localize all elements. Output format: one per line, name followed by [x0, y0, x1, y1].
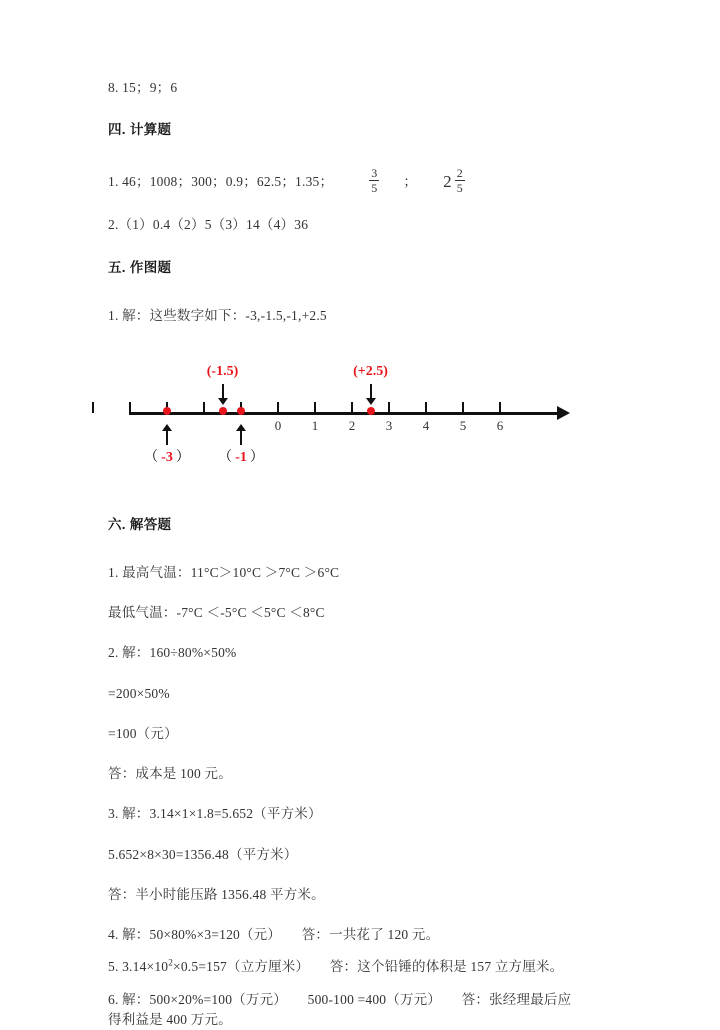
number-line-annotation-value: -1 [235, 449, 247, 465]
section-six-item-5-exponent: 2 [168, 957, 174, 968]
number-line-point [163, 407, 171, 415]
paren-close: ） [175, 449, 190, 465]
number-line-tick-label: 1 [311, 417, 319, 433]
section-six-item-1-line-2: 最低气温：-7°C ＜-5°C ＜5°C ＜8°C [108, 605, 325, 620]
fraction-separator: ； [403, 173, 418, 189]
number-line-tick [425, 402, 427, 413]
answer-line-8: 8. 15；9；6 [108, 80, 178, 95]
section-six-item-4: 4. 解：50×80%×3=120（元） 答：一共花了 120 元。 [108, 927, 440, 942]
fraction-numerator: 3 [371, 166, 378, 181]
number-line-tick [92, 402, 94, 413]
number-line-point [367, 407, 375, 415]
number-line-tick [203, 402, 205, 413]
section-heading-four: 四. 计算题 [108, 122, 172, 138]
section-heading-six: 六. 解答题 [108, 516, 172, 532]
number-line-annotation-label: (-1.5) [206, 363, 239, 379]
section-six-item-5-post: ×0.5=157（立方厘米） 答：这个铅锤的体积是 157 立方厘米。 [173, 959, 564, 975]
number-line-annotation-label [218, 446, 264, 466]
number-line-annotation-value: -3 [161, 449, 173, 465]
section-six-item-2-line-4: 答：成本是 100 元。 [108, 766, 232, 781]
fraction-denominator: 5 [371, 181, 378, 196]
number-line-tick-label: 2 [348, 417, 356, 433]
paren-open: （ [144, 449, 159, 465]
number-line-annotation-label: (+2.5) [353, 363, 388, 379]
number-line-tick [462, 402, 464, 413]
number-line-point [219, 407, 227, 415]
number-line-tick [388, 402, 390, 413]
number-line-tick-label: 5 [459, 417, 467, 433]
section-four-item-1 [108, 168, 648, 195]
number-line-tick [129, 402, 131, 413]
number-line-up-arrow [236, 424, 246, 445]
section-six-item-5 [108, 957, 648, 977]
number-line-arrowhead [557, 406, 570, 420]
number-line-up-arrow [162, 424, 172, 445]
number-line-tick [499, 402, 501, 413]
number-line-tick-label: 4 [422, 417, 430, 433]
number-line-figure [112, 356, 652, 471]
mixed-denominator: 5 [456, 181, 463, 196]
section-six-item-2-line-3: =100（元） [108, 725, 178, 741]
number-line-down-arrow [218, 384, 228, 405]
number-line-tick [351, 402, 353, 413]
document-content [108, 78, 648, 1030]
section-heading-five: 五. 作图题 [108, 259, 172, 275]
number-line-tick-label: 3 [385, 417, 393, 433]
section-six-item-3-line-2: 5.652×8×30=1356.48（平方米） [108, 846, 298, 862]
number-line-down-arrow [366, 384, 376, 405]
section-four-item-2: 2.（1）0.4（2）5（3）14（4）36 [108, 217, 309, 233]
mixed-whole-part: 2 [443, 172, 452, 191]
section-five-item-1: 1. 解：这些数字如下：-3,-1.5,-1,+2.5 [108, 307, 327, 323]
number-line-tick [314, 402, 316, 413]
section-six-item-3-line-1: 3. 解：3.14×1×1.8=5.652（平方米） [108, 806, 322, 822]
section-four-item-1-prefix: 1. 46；1008；300；0.9；62.5；1.35； [108, 173, 334, 189]
number-line-point [237, 407, 245, 415]
section-six-item-6-line-1: 6. 解：500×20%=100（万元） 500-100 =400（万元） 答：张经理最后应 [108, 991, 572, 1007]
section-six-item-2-line-1: 2. 解：160÷80%×50% [108, 645, 237, 661]
number-line-tick [277, 402, 279, 413]
mixed-fraction-part [455, 167, 465, 194]
mixed-numerator: 2 [456, 166, 463, 181]
section-six-item-2-line-2: =200×50% [108, 685, 170, 701]
section-six-item-5-pre: 5. 3.14×10 [108, 959, 169, 975]
number-line-axis [129, 412, 559, 415]
paren-close: ） [249, 449, 264, 465]
paren-open: （ [218, 449, 233, 465]
number-line-tick-label: 0 [274, 417, 282, 433]
number-line-tick-label: 6 [496, 417, 504, 433]
number-line-annotation-label [144, 446, 190, 466]
section-six-item-6-line-2: 得利益是 400 万元。 [108, 1011, 232, 1027]
fraction-three-fifths [369, 167, 379, 194]
section-six-item-3-line-3: 答：半小时能压路 1356.48 平方米。 [108, 886, 325, 902]
mixed-number-two-and-two-fifths [443, 168, 467, 195]
section-six-item-1-line-1: 1. 最高气温：11°C＞10°C ＞7°C ＞6°C [108, 564, 340, 580]
